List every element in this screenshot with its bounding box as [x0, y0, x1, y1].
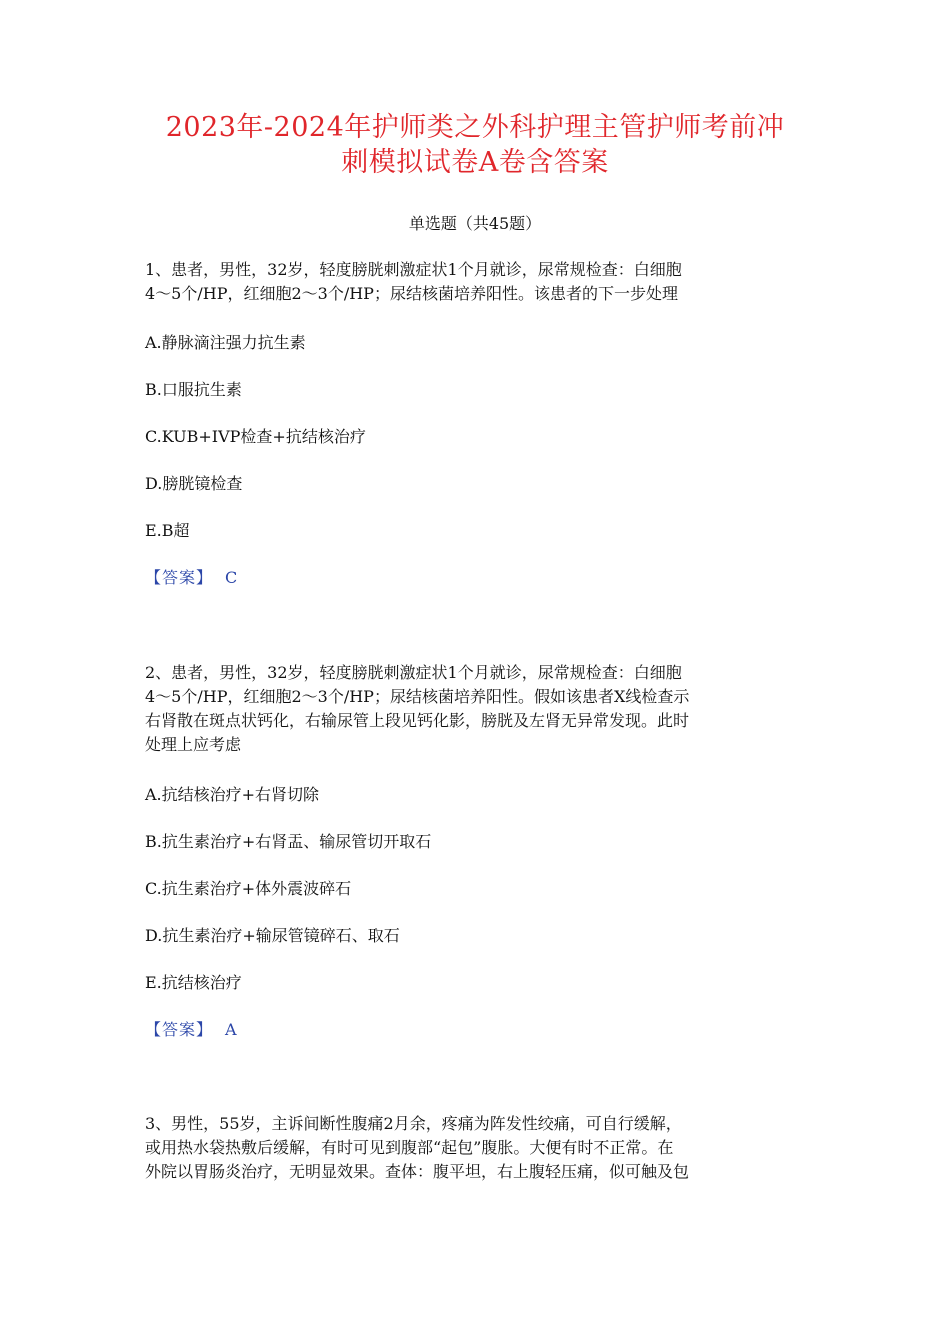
question-2-stem-line: 4～5个/HP，红细胞2～3个/HP；尿结核菌培养阳性。假如该患者X线检查示	[145, 687, 690, 706]
document-title-line-1: 2023年-2024年护师类之外科护理主管护师考前冲	[165, 112, 785, 143]
question-3-stem-line: 或用热水袋热敷后缓解，有时可见到腹部“起包”腹胀。大便有时不正常。在	[145, 1138, 674, 1157]
answer-label: 【答案】	[145, 568, 214, 587]
section-heading: 单选题（共45题）	[408, 214, 542, 233]
question-2-option-a: A.抗结核治疗+右肾切除	[145, 785, 320, 804]
answer-value: C	[225, 568, 238, 587]
question-2-stem-line: 右肾散在斑点状钙化，右输尿管上段见钙化影，膀胱及左肾无异常发现。此时	[145, 711, 690, 730]
question-2-option-b: B.抗生素治疗+右肾盂、输尿管切开取石	[145, 832, 432, 851]
question-1-option-c: C.KUB+IVP检查+抗结核治疗	[145, 427, 366, 446]
question-2-stem-line: 处理上应考虑	[145, 735, 242, 754]
question-2-option-c: C.抗生素治疗+体外震波碎石	[145, 879, 352, 898]
question-2-answer	[145, 1018, 237, 1042]
question-1-option-b: B.口服抗生素	[145, 380, 242, 399]
question-1-stem-line: 1、患者，男性，32岁，轻度膀胱刺激症状1个月就诊，尿常规检查：白细胞	[145, 260, 682, 279]
question-1-option-a: A.静脉滴注强力抗生素	[145, 333, 306, 352]
question-2-option-e: E.抗结核治疗	[145, 973, 242, 992]
question-1-option-d: D.膀胱镜检查	[145, 474, 243, 493]
question-1-answer	[145, 566, 237, 590]
question-3-stem-line: 3、男性，55岁，主诉间断性腹痛2月余，疼痛为阵发性绞痛，可自行缓解，	[145, 1114, 682, 1133]
question-3-stem	[145, 1112, 815, 1184]
answer-label: 【答案】	[145, 1020, 214, 1039]
question-2-stem	[145, 661, 815, 757]
question-2-stem-line: 2、患者，男性，32岁，轻度膀胱刺激症状1个月就诊，尿常规检查：白细胞	[145, 663, 682, 682]
question-1-stem-line: 4～5个/HP，红细胞2～3个/HP；尿结核菌培养阳性。该患者的下一步处理	[145, 284, 678, 303]
answer-value: A	[225, 1020, 237, 1039]
question-3-stem-line: 外院以胃肠炎治疗，无明显效果。查体：腹平坦，右上腹轻压痛，似可触及包	[145, 1162, 690, 1181]
question-1-option-e: E.B超	[145, 521, 190, 540]
question-1-stem	[145, 258, 815, 306]
question-2-option-d: D.抗生素治疗+输尿管镜碎石、取石	[145, 926, 400, 945]
document-title-line-2: 刺模拟试卷A卷含答案	[341, 147, 609, 178]
